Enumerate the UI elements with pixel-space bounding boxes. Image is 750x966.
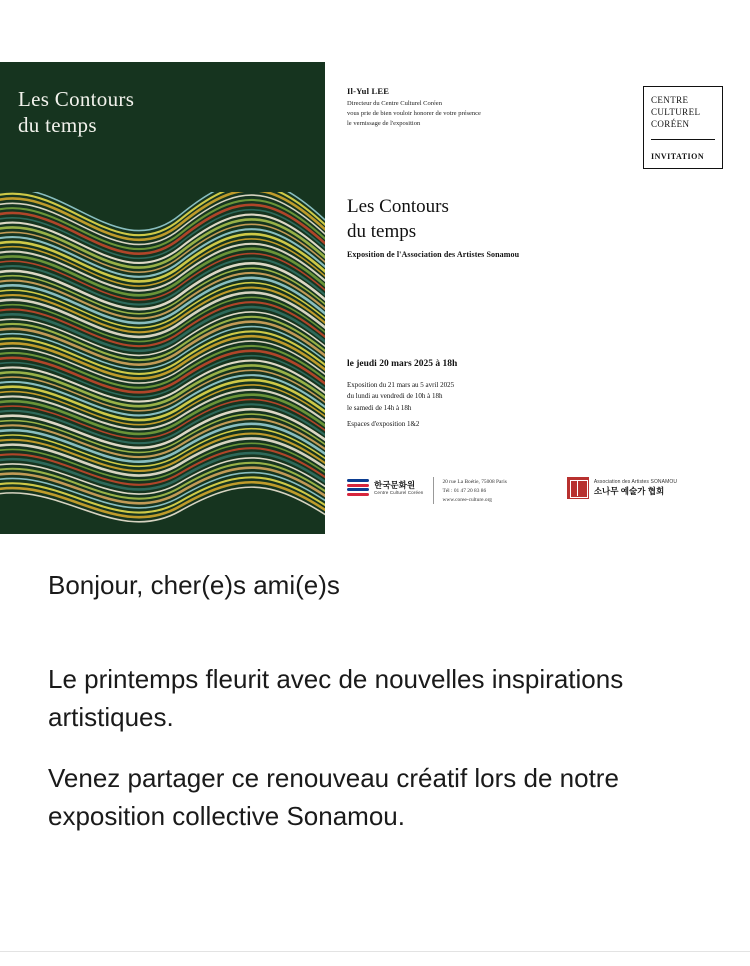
ccc-line1: CENTRE — [651, 95, 689, 105]
kccf-korean-name: 한국문화원 — [374, 479, 416, 490]
paragraph-1: Le printemps fleurit avec de nouvelles inspirations artistiques. — [48, 664, 624, 733]
ccc-line2: CULTUREL — [651, 106, 701, 117]
footer-logos — [347, 477, 732, 504]
address-line1: 20 rue La Boétie, 75008 Paris — [442, 479, 507, 485]
address-block — [433, 477, 506, 504]
sonamou-line2: 소나무 예술가 협회 — [593, 485, 665, 496]
poster-title-line1: Les Contours — [18, 87, 135, 111]
address-line3: www.coree-culture.org — [442, 496, 492, 503]
event-opening-datetime: le jeudi 20 mars 2025 à 18h — [347, 359, 458, 369]
event-dates-line3: le samedi de 14h à 18h — [347, 403, 412, 412]
event-title-line1: Les Contours — [347, 196, 449, 217]
event-dates — [347, 380, 454, 414]
poster-title-line2: du temps — [18, 113, 97, 138]
greeting-text: Bonjour, cher(e)s ami(e)s — [48, 570, 340, 600]
invitation-label: INVITATION — [651, 151, 705, 161]
host-role-line1: Directeur du Centre Culturel Coréen — [347, 100, 442, 107]
host-role-line2: vous prie de bien vouloir honorer de votre présence — [347, 109, 481, 117]
bottom-divider — [0, 951, 750, 966]
event-dates-line1: Exposition du 21 mars au 5 avril 2025 — [347, 381, 455, 389]
event-dates-line2: du lundi au vendredi de 10h à 18h — [347, 392, 443, 401]
korean-flag-icon — [347, 477, 369, 499]
poster-title — [18, 86, 134, 139]
event-subtitle: Exposition de l'Association des Artistes Sonamou — [347, 250, 520, 259]
host-role-line3: le vernissage de l'exposition — [347, 119, 421, 127]
centre-culturel-coreen-box — [643, 86, 723, 169]
invitation-image[interactable] — [0, 62, 750, 534]
poster-panel — [0, 62, 325, 534]
korean-cultural-center-logo — [347, 477, 423, 499]
message-body — [48, 566, 708, 857]
ccc-line3: CORÉEN — [651, 118, 690, 129]
kccf-french-name: Centre Culturel Coréen — [374, 490, 424, 496]
event-spaces: Espaces d'exposition 1&2 — [347, 420, 420, 428]
ccc-divider — [651, 139, 715, 140]
event-title-line2: du temps — [347, 220, 417, 242]
host-block — [347, 86, 567, 128]
wave-artwork — [0, 192, 325, 534]
sonamou-logo — [567, 477, 677, 499]
address-line2: Tél : 01 47 20 83 86 — [442, 487, 487, 494]
invitation-text-panel — [325, 62, 750, 534]
sonamou-line1: Association des Artistes SONAMOU — [593, 479, 678, 486]
host-name: Il-Yul LEE — [347, 86, 390, 96]
sonamou-mark-icon — [567, 477, 589, 499]
paragraph-2: Venez partager ce renouveau créatif lors de notre exposition collective Sonamou. — [48, 762, 619, 831]
event-title — [347, 195, 449, 244]
